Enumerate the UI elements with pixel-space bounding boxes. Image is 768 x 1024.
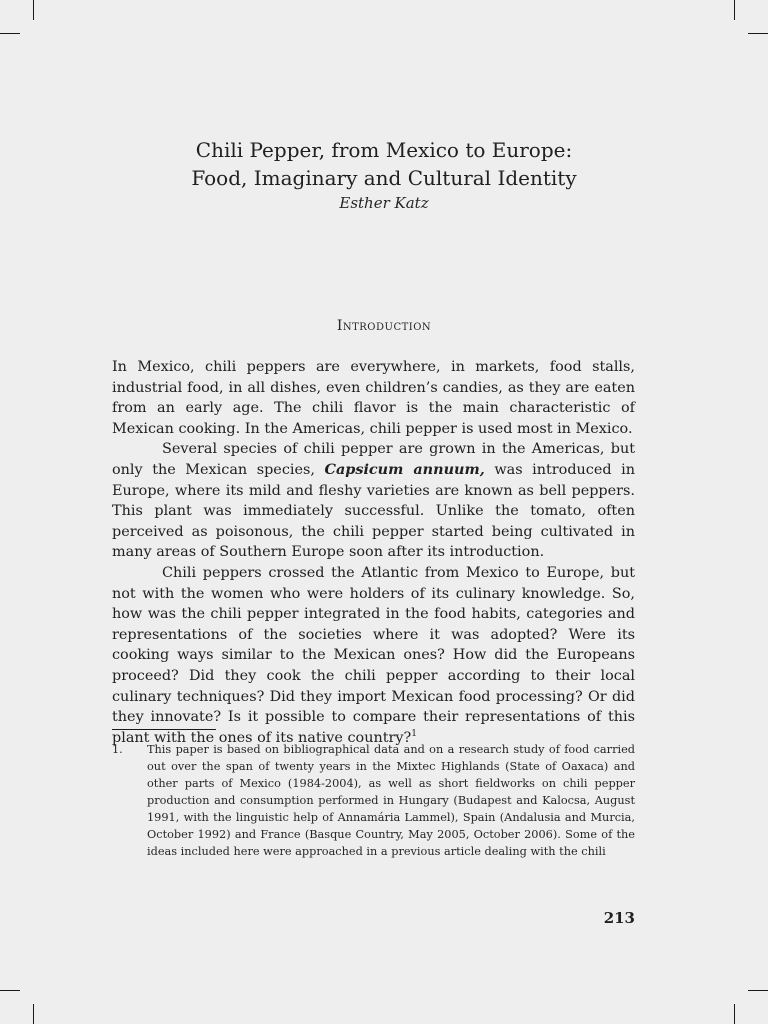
crop-mark-top-right-vertical bbox=[734, 0, 735, 20]
author-name: Esther Katz bbox=[339, 194, 429, 212]
footnote bbox=[112, 741, 635, 860]
crop-mark-top-left-horizontal bbox=[0, 33, 20, 34]
crop-mark-top-right-horizontal bbox=[748, 33, 768, 34]
footnote-number: 1. bbox=[112, 743, 123, 756]
footnote-divider bbox=[112, 729, 216, 730]
title-block bbox=[0, 136, 768, 214]
crop-mark-bottom-left-horizontal bbox=[0, 990, 20, 991]
paragraph-2-start: Several species of chili pepper are grown in the Americas, but only the Mexican species, bbox=[112, 441, 635, 478]
paragraph-3 bbox=[112, 563, 635, 748]
paragraph-2 bbox=[112, 439, 635, 563]
crop-mark-top-left-vertical bbox=[33, 0, 34, 20]
title-line-2: Food, Imaginary and Cultural Identity bbox=[191, 166, 577, 190]
footnote-reference[interactable]: 1 bbox=[411, 728, 417, 739]
crop-mark-bottom-right-horizontal bbox=[748, 990, 768, 991]
crop-mark-bottom-right-vertical bbox=[734, 1004, 735, 1024]
title-line-1: Chili Pepper, from Mexico to Europe: bbox=[195, 138, 573, 162]
paragraph-2-end: was introduced in Europe, where its mild and fleshy varieties are known as bell peppers. This plant was immediately successful. Unlike the tomato, often perceived as poisonous, the chili pepper started being cultivated in many areas of Southern Europe soon after its introduction. bbox=[112, 461, 635, 561]
species-name: Capsicum annuum, bbox=[324, 460, 485, 478]
page-number: 213 bbox=[603, 909, 635, 927]
body-text bbox=[112, 357, 635, 748]
section-heading: Introduction bbox=[336, 318, 432, 334]
paragraph-1: In Mexico, chili peppers are everywhere, in markets, food stalls, industrial food, in all dishes, even children’s candies, as they are eaten from an early age. The chili flavor is the main characteristic of Mexican cooking. In the Americas, chili pepper is used most in Mexico. bbox=[112, 359, 635, 437]
crop-mark-bottom-left-vertical bbox=[33, 1004, 34, 1024]
paragraph-3-text: Chili peppers crossed the Atlantic from Mexico to Europe, but not with the women who were holders of its culinary knowledge. So, how was the chili pepper integrated in the food habits, categories and representations of the societies where it was adopted? Were its cooking ways similar to the Mexican ones? How did the Europeans proceed? Did they cook the chili pepper according to their local culinary techniques? Did they import Mexican food processing? Or did they innovate? Is it possible to compare their representations of this plant with the ones of its native country? bbox=[112, 564, 635, 746]
footnote-text: This paper is based on bibliographical data and on a research study of food carried out over the span of twenty years in the Mixtec Highlands (State of Oaxaca) and other parts of Mexico (1984-2004), as well as short fieldworks on chili pepper production and consumption performed in Hungary (Budapest and Kalocsa, August 1991, with the linguistic help of Annamária Lammel), Spain (Andalusia and Murcia, October 1992) and France (Basque Country, May 2005, October 2006). Some of the ideas included here were approached in a previous article dealing with the chili bbox=[147, 743, 635, 858]
